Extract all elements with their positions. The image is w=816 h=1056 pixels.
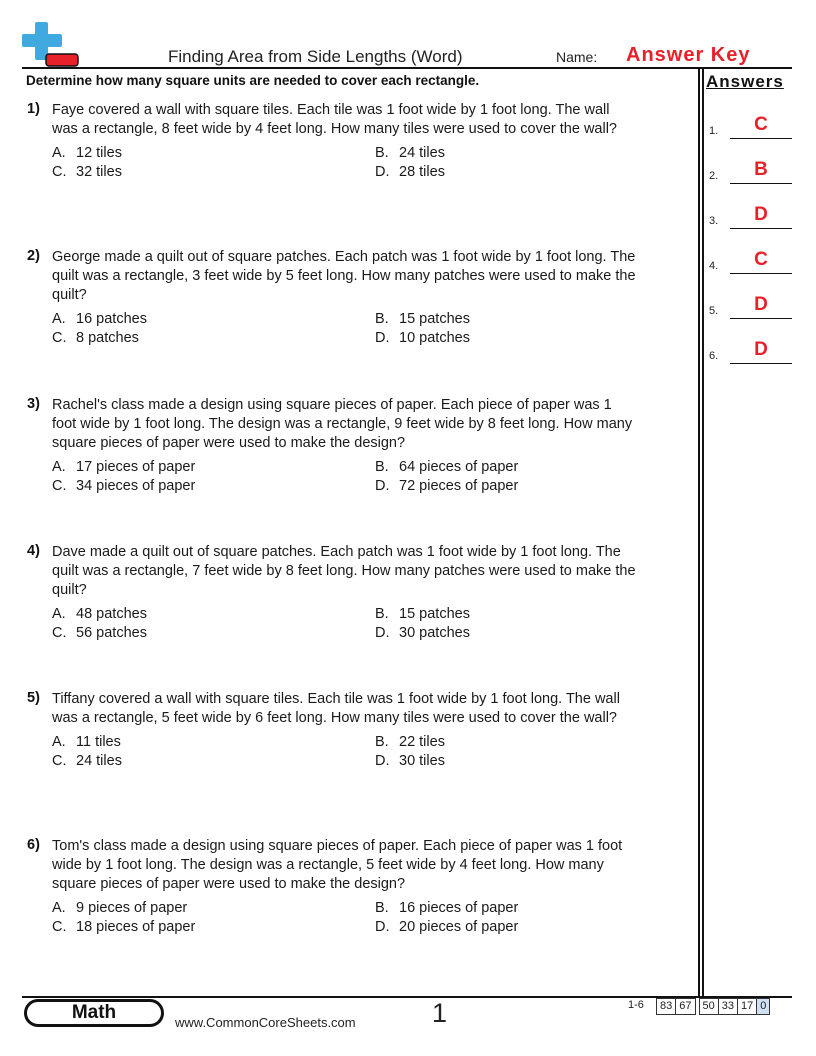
- answer-line: [730, 138, 792, 139]
- choice-text: 48 patches: [76, 606, 147, 622]
- choice-b[interactable]: [375, 145, 445, 161]
- choice-letter: D.: [375, 478, 390, 494]
- question-text-line: quilt?: [52, 582, 87, 598]
- answer-number: 3.: [709, 215, 719, 227]
- choice-text: 16 patches: [76, 311, 147, 327]
- answer-line: [730, 363, 792, 364]
- question-text-line: Faye covered a wall with square tiles. Each tile was 1 foot wide by 1 foot long. The wall: [52, 102, 610, 118]
- question-text-line: was a rectangle, 8 feet wide by 4 feet long. How many tiles were used to cover the wall?: [52, 121, 617, 137]
- choice-letter: D.: [375, 625, 390, 641]
- question-text-line: Tiffany covered a wall with square tiles. Each tile was 1 foot wide by 1 foot long. The wall: [52, 691, 620, 707]
- answer-number: 2.: [709, 170, 719, 182]
- score-cell: 0: [757, 998, 770, 1015]
- answer-line: [730, 273, 792, 274]
- question-text-line: quilt was a rectangle, 3 feet wide by 5 feet long. How many patches were used to make the: [52, 268, 636, 284]
- answers-title: Answers: [706, 72, 784, 91]
- choice-d[interactable]: [375, 478, 518, 494]
- choice-text: 28 tiles: [399, 164, 445, 180]
- question-number: 1): [27, 101, 40, 117]
- choice-a[interactable]: [52, 734, 121, 750]
- header-divider: [22, 67, 792, 69]
- choice-text: 12 tiles: [76, 145, 122, 161]
- answer-row-2: [708, 160, 792, 184]
- choice-letter: B.: [375, 459, 389, 475]
- answer-line: [730, 318, 792, 319]
- choice-text: 15 patches: [399, 606, 470, 622]
- question-text: [52, 837, 698, 894]
- choice-text: 24 tiles: [399, 145, 445, 161]
- page-title: Finding Area from Side Lengths (Word): [168, 47, 463, 66]
- choice-b[interactable]: [375, 311, 470, 327]
- choice-letter: D.: [375, 164, 390, 180]
- answer-letter: C: [754, 114, 768, 135]
- score-cell: 50: [699, 998, 719, 1015]
- question-number: 6): [27, 837, 40, 853]
- choice-a[interactable]: [52, 145, 122, 161]
- answer-number: 1.: [709, 125, 719, 137]
- choice-letter: B.: [375, 145, 389, 161]
- answer-letter: D: [754, 294, 768, 315]
- answer-number: 4.: [709, 260, 719, 272]
- choice-letter: A.: [52, 734, 66, 750]
- answer-row-3: [708, 205, 792, 229]
- score-range-label: 1-6: [628, 999, 644, 1011]
- choice-text: 17 pieces of paper: [76, 459, 196, 475]
- answer-key-label: Answer Key: [626, 44, 751, 66]
- choice-text: 72 pieces of paper: [399, 478, 519, 494]
- choice-letter: A.: [52, 606, 66, 622]
- choice-b[interactable]: [375, 734, 445, 750]
- choice-c[interactable]: [52, 625, 147, 641]
- choice-letter: C.: [52, 919, 67, 935]
- choice-text: 22 tiles: [399, 734, 445, 750]
- question-text-line: wide by 1 foot long. The design was a rectangle, 5 feet wide by 4 feet long. How many: [52, 857, 604, 873]
- choice-letter: D.: [375, 753, 390, 769]
- choice-text: 10 patches: [399, 330, 470, 346]
- answer-row-6: [708, 340, 792, 364]
- choice-a[interactable]: [52, 900, 187, 916]
- question-text-line: foot wide by 1 foot long. The design was a rectangle, 9 feet wide by 8 feet long. How many: [52, 416, 633, 432]
- choice-text: 32 tiles: [76, 164, 122, 180]
- choice-a[interactable]: [52, 311, 147, 327]
- question-number: 3): [27, 396, 40, 412]
- choice-text: 30 tiles: [399, 753, 445, 769]
- subject-badge: Math: [24, 999, 164, 1027]
- choice-d[interactable]: [375, 919, 518, 935]
- choice-letter: A.: [52, 900, 66, 916]
- question-number: 2): [27, 248, 40, 264]
- choice-text: 16 pieces of paper: [399, 900, 519, 916]
- choice-text: 64 pieces of paper: [399, 459, 519, 475]
- column-divider: [702, 69, 704, 996]
- choice-b[interactable]: [375, 459, 518, 475]
- choice-letter: A.: [52, 459, 66, 475]
- column-divider: [698, 69, 700, 996]
- page-number: 1: [432, 998, 448, 1028]
- question-text-line: Dave made a quilt out of square patches. Each patch was 1 foot wide by 1 foot long. The: [52, 544, 621, 560]
- choice-d[interactable]: [375, 625, 470, 641]
- answer-row-1: [708, 115, 792, 139]
- choice-text: 8 patches: [76, 330, 139, 346]
- score-cell: 33: [719, 998, 738, 1015]
- answer-line: [730, 183, 792, 184]
- choice-text: 34 pieces of paper: [76, 478, 196, 494]
- choice-text: 9 pieces of paper: [76, 900, 188, 916]
- choice-letter: B.: [375, 606, 389, 622]
- choice-a[interactable]: [52, 606, 147, 622]
- question-text: [52, 543, 698, 600]
- choice-d[interactable]: [375, 753, 445, 769]
- choice-c[interactable]: [52, 164, 122, 180]
- choice-letter: C.: [52, 330, 67, 346]
- choice-letter: A.: [52, 145, 66, 161]
- choice-letter: C.: [52, 625, 67, 641]
- answer-line: [730, 228, 792, 229]
- choice-letter: D.: [375, 919, 390, 935]
- question-number: 4): [27, 543, 40, 559]
- question-text-line: was a rectangle, 5 feet wide by 6 feet long. How many tiles were used to cover the wall?: [52, 710, 617, 726]
- choice-text: 15 patches: [399, 311, 470, 327]
- choice-c[interactable]: [52, 919, 195, 935]
- question-text-line: square pieces of paper were used to make the design?: [52, 876, 406, 892]
- choice-d[interactable]: [375, 330, 470, 346]
- answer-row-5: [708, 295, 792, 319]
- website-link[interactable]: www.CommonCoreSheets.com: [175, 1015, 356, 1030]
- question-text-line: square pieces of paper were used to make the design?: [52, 435, 406, 451]
- choice-text: 11 tiles: [76, 734, 121, 750]
- instructions: Determine how many square units are needed to cover each rectangle.: [26, 73, 480, 88]
- choice-letter: C.: [52, 753, 67, 769]
- choice-letter: B.: [375, 734, 389, 750]
- choice-text: 30 patches: [399, 625, 470, 641]
- choice-letter: D.: [375, 330, 390, 346]
- question-text-line: quilt was a rectangle, 7 feet wide by 8 feet long. How many patches were used to make the: [52, 563, 636, 579]
- answer-number: 6.: [709, 350, 719, 362]
- answer-letter: C: [754, 249, 768, 270]
- answer-letter: B: [754, 159, 768, 180]
- question-text: [52, 690, 698, 728]
- score-table: [656, 998, 770, 1015]
- choice-letter: B.: [375, 311, 389, 327]
- question-text: [52, 396, 698, 453]
- question-text-line: Rachel's class made a design using square pieces of paper. Each piece of paper was 1: [52, 397, 612, 413]
- choice-b[interactable]: [375, 606, 470, 622]
- score-cell: 17: [738, 998, 757, 1015]
- question-text: [52, 101, 698, 139]
- answer-letter: D: [754, 339, 768, 360]
- choice-text: 20 pieces of paper: [399, 919, 519, 935]
- answer-letter: D: [754, 204, 768, 225]
- choice-c[interactable]: [52, 478, 195, 494]
- choice-d[interactable]: [375, 164, 445, 180]
- choice-text: 56 patches: [76, 625, 147, 641]
- question-text-line: Tom's class made a design using square pieces of paper. Each piece of paper was 1 foot: [52, 838, 623, 854]
- choice-b[interactable]: [375, 900, 518, 916]
- name-label: Name:: [556, 49, 598, 65]
- choice-a[interactable]: [52, 459, 195, 475]
- choice-letter: C.: [52, 164, 67, 180]
- question-text-line: quilt?: [52, 287, 87, 303]
- score-cell: 83: [656, 998, 676, 1015]
- answer-row-4: [708, 250, 792, 274]
- question-number: 5): [27, 690, 40, 706]
- choice-c[interactable]: [52, 753, 122, 769]
- answer-number: 5.: [709, 305, 719, 317]
- question-text-line: George made a quilt out of square patches. Each patch was 1 foot wide by 1 foot long. The: [52, 249, 636, 265]
- score-cell: 67: [676, 998, 695, 1015]
- choice-c[interactable]: [52, 330, 139, 346]
- choice-letter: C.: [52, 478, 67, 494]
- question-text: [52, 248, 698, 305]
- choice-text: 24 tiles: [76, 753, 122, 769]
- choice-letter: B.: [375, 900, 389, 916]
- choice-text: 18 pieces of paper: [76, 919, 196, 935]
- plus-minus-logo-icon: [22, 22, 80, 68]
- choice-letter: A.: [52, 311, 66, 327]
